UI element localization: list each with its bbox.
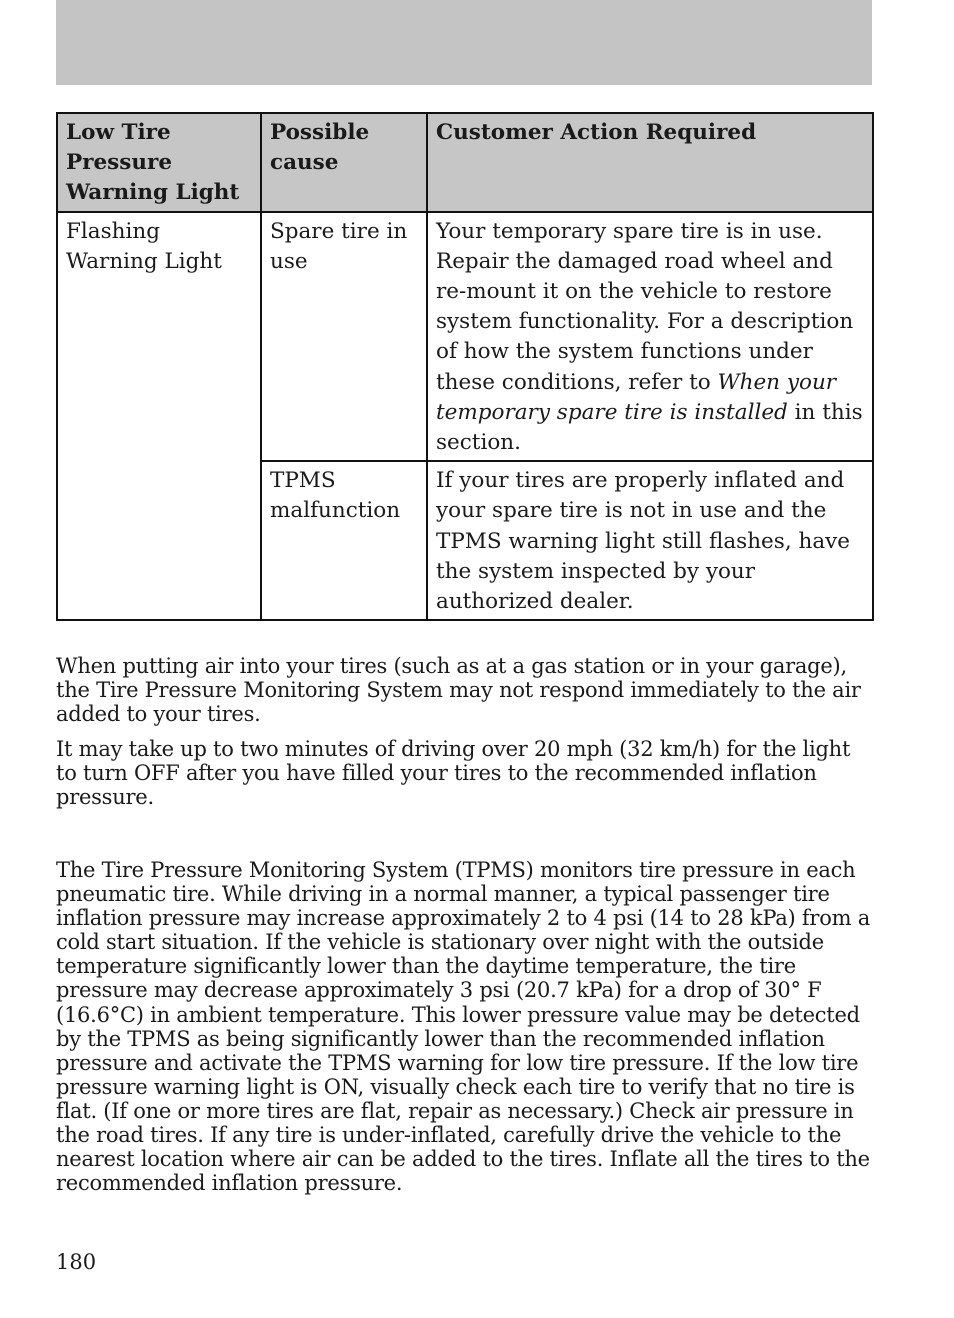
cell-cause: TPMS malfunction [261, 461, 427, 620]
cell-warning-light: Flashing Warning Light [57, 212, 261, 621]
paragraph-tpms-description: The Tire Pressure Monitoring System (TPMS) monitors tire pressure in each pneumatic tire. While driving in a normal manner, a typical passenger tire inflation pressure may increase approximately 2 to 4 psi (14 to 28 kPa) from a cold start situation. If the vehicle is stationary over night with the outside temperature significantly lower than the daytime temperature, the tire pressure may decrease approximately 3 psi (20.7 kPa) for a drop of 30° F (16.6°C) in ambient temperature. This lower pressure value may be detected by the TPMS as being significantly lower than the recommended inflation pressure and activate the TPMS warning for low tire pressure. If the low tire pressure warning light is ON, visually check each tire to verify that no tire is flat. (If one or more tires are flat, repair as necessary.) Check air pressure in the road tires. If any tire is under-inflated, carefully drive the vehicle to the nearest location where air can be added to the tires. Inflate all the tires to the recommended inflation pressure. [56, 858, 870, 1196]
header-customer-action: Customer Action Required [427, 113, 873, 212]
cell-action [427, 212, 873, 462]
header-warning-light: Low Tire Pressure Warning Light [57, 113, 261, 212]
page-number: 180 [56, 1250, 97, 1274]
paragraph-light-off: It may take up to two minutes of driving over 20 mph (32 km/h) for the light to turn OFF after you have filled your tires to the recommended inflation pressure. [56, 737, 851, 810]
table-row [57, 212, 873, 462]
cell-cause: Spare tire in use [261, 212, 427, 462]
tpms-warning-table [56, 112, 874, 621]
action-reference: When your temporary spare tire is installed [436, 369, 837, 425]
header-band [56, 0, 872, 85]
action-text: Your temporary spare tire is in use. Repair the damaged road wheel and re-mount it on the vehicle to restore system functionality. For a description of how the system functions under these conditions, refer to [436, 218, 854, 395]
paragraph-air-fill: When putting air into your tires (such as at a gas station or in your garage), the Tire Pressure Monitoring System may not respond immediately to the air added to your tires. [56, 654, 861, 727]
header-possible-cause: Possible cause [261, 113, 427, 212]
table-header-row [57, 113, 873, 212]
action-text-end: in this section. [436, 399, 863, 456]
cell-action: If your tires are properly inflated and your spare tire is not in use and the TPMS warning light still flashes, have the system inspected by your authorized dealer. [427, 461, 873, 620]
